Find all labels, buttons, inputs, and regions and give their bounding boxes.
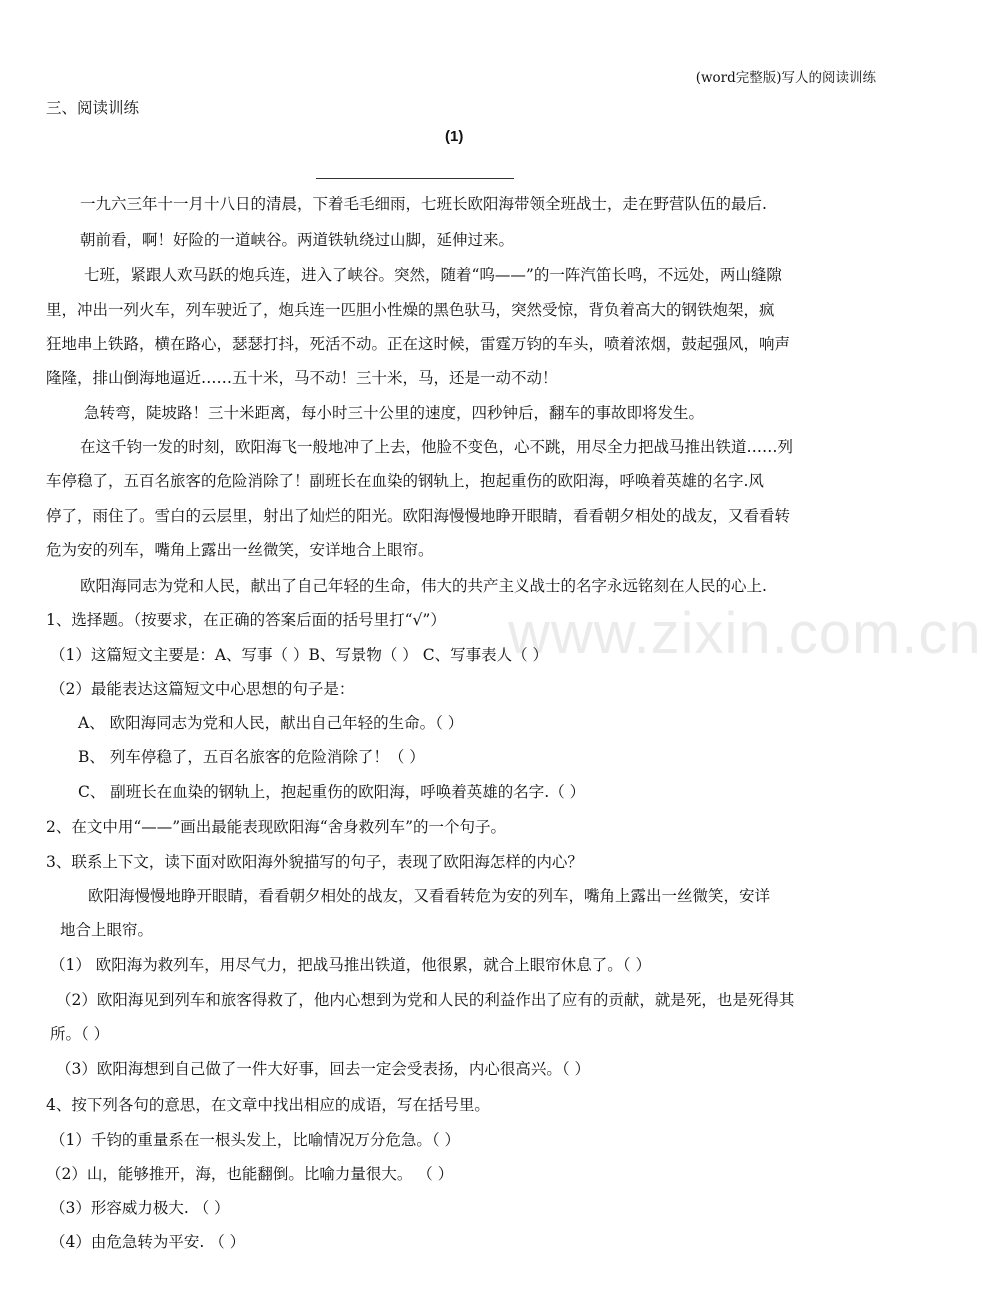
passage-line: 停了，雨住了。雪白的云层里，射出了灿烂的阳光。欧阳海慢慢地睁开眼睛，看看朝夕相处的战友，又看看转 [46, 507, 791, 525]
option-a: A、 欧阳海同志为党和人民，献出自己年轻的生命。（ ） [78, 714, 464, 732]
question-1-1: （1）这篇短文主要是：A、写事（ ）B、写景物（ ） C、写事表人（ ） [50, 646, 549, 664]
passage-line: 七班，紧跟人欢马跃的炮兵连，进入了峡谷。突然，随着“呜——”的一阵汽笛长鸣，不远处，两山缝隙 [84, 266, 782, 284]
passage-line: 狂地串上铁路，横在路心，瑟瑟打抖，死活不动。正在这时候，雷霆万钧的车头，喷着浓烟，鼓起强风，响声 [46, 335, 791, 353]
passage-line: 危为安的列车，嘴角上露出一丝微笑，安详地合上眼帘。 [46, 541, 434, 559]
question-4-1: （1）千钧的重量系在一根头发上，比喻情况万分危急。（ ） [50, 1131, 461, 1149]
question-3-3: （3）欧阳海想到自己做了一件大好事，回去一定会受表扬，内心很高兴。（ ） [56, 1060, 591, 1078]
section-title: 三、阅读训练 [46, 99, 140, 117]
question-3: 3、联系上下文，读下面对欧阳海外貌描写的句子，表现了欧阳海怎样的内心？ [46, 853, 583, 871]
passage-line: 车停稳了，五百名旅客的危险消除了！副班长在血染的钢轨上，抱起重伤的欧阳海，呼唤着英雄的名字.风 [46, 472, 764, 490]
page-header: (word完整版)写人的阅读训练 [695, 70, 876, 86]
option-b: B、 列车停稳了，五百名旅客的危险消除了！（ ） [78, 748, 425, 766]
question-4-3: （3）形容威力极大. （ ） [50, 1199, 230, 1217]
question-3-2-cont: 所。（ ） [50, 1025, 110, 1043]
passage-line: 朝前看，啊！好险的一道峡谷。两道铁轨绕过山脚，延伸过来。 [80, 231, 515, 249]
passage-line: 急转弯，陡坡路！三十米距离，每小时三十公里的速度，四秒钟后，翻车的事故即将发生。 [84, 404, 705, 422]
option-c: C、 副班长在血染的钢轨上，抱起重伤的欧阳海，呼唤着英雄的名字.（ ） [78, 783, 586, 801]
title-rule [316, 178, 514, 179]
question-1: 1、选择题。（按要求，在正确的答案后面的括号里打“√”） [46, 611, 446, 629]
quoted-sentence: 欧阳海慢慢地睁开眼睛，看看朝夕相处的战友，又看看转危为安的列车，嘴角上露出一丝微笑，安详 [88, 887, 771, 905]
question-1-2: （2）最能表达这篇短文中心思想的句子是： [50, 680, 355, 698]
passage-line: 在这千钧一发的时刻，欧阳海飞一般地冲了上去，他脸不变色，心不跳，用尽全力把战马推出铁道……列 [80, 438, 794, 456]
question-3-2: （2）欧阳海见到列车和旅客得救了，他内心想到为党和人民的利益作出了应有的贡献，就是死，也是死得其 [56, 991, 795, 1009]
passage-line: 一九六三年十一月十八日的清晨，下着毛毛细雨，七班长欧阳海带领全班战士，走在野营队伍的最后. [80, 195, 767, 213]
passage-line: 隆隆，排山倒海地逼近……五十米，马不动！三十米，马，还是一动不动！ [46, 369, 558, 387]
passage-line: 里，冲出一列火车，列车驶近了，炮兵连一匹胆小性燥的黑色驮马，突然受惊，背负着高大的钢铁炮架，疯 [46, 301, 775, 319]
question-2: 2、在文中用“——”画出最能表现欧阳海“舍身救列车”的一个句子。 [46, 818, 507, 836]
passage-number: (1) [445, 128, 464, 145]
question-4-2: （2）山，能够推开，海，也能翻倒。比喻力量很大。 （ ） [46, 1165, 454, 1183]
quoted-sentence-cont: 地合上眼帘。 [60, 921, 154, 939]
passage-line: 欧阳海同志为党和人民，献出了自己年轻的生命，伟大的共产主义战士的名字永远铭刻在人民的心上. [80, 577, 767, 595]
question-4-4: （4）由危急转为平安. （ ） [50, 1233, 246, 1251]
question-4: 4、按下列各句的意思，在文章中找出相应的成语，写在括号里。 [46, 1096, 490, 1114]
question-3-1: （1） 欧阳海为救列车，用尽气力，把战马推出铁道，他很累，就合上眼帘休息了。（ ） [50, 956, 651, 974]
watermark: www.zixin.com.cn [508, 601, 982, 666]
